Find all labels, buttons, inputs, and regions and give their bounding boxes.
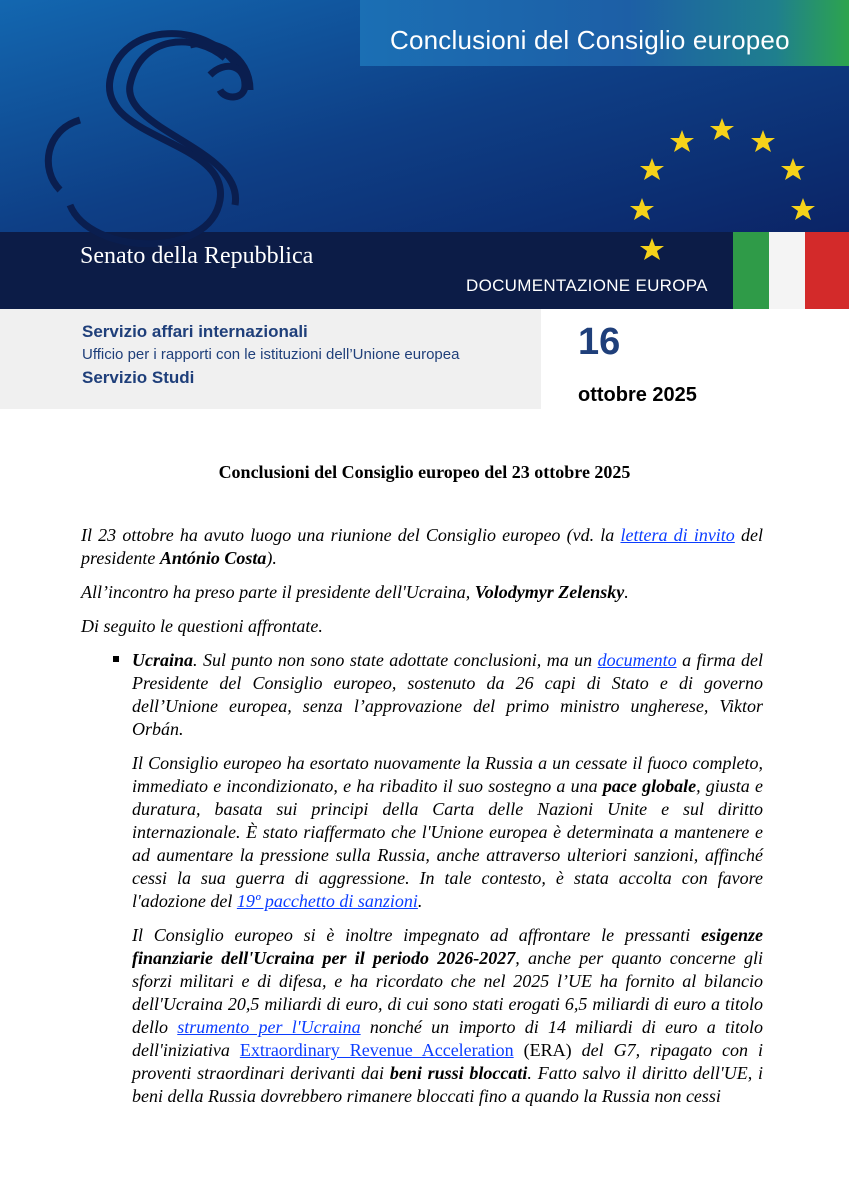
date-month-year: ottobre 2025	[578, 384, 697, 406]
text: del G7, ripagato con i proventi straordinari derivanti dai	[132, 1040, 763, 1083]
bold-text: beni russi bloccati	[389, 1063, 528, 1083]
banner-title: Conclusioni del Consiglio europeo	[390, 25, 790, 55]
text: .	[624, 582, 629, 602]
text: . Fatto salvo il diritto dell'UE, i beni della Russia dovrebbero rimanere bloccati fino a quando la Russia non cessi	[132, 1063, 763, 1106]
paragraph-sanctions	[81, 752, 763, 913]
link-era[interactable]: Extraordinary Revenue Acceleration	[239, 1040, 514, 1060]
bold-text: pace globale	[602, 776, 697, 796]
text: del presidente	[81, 525, 763, 568]
link-strumento-ucraina[interactable]: strumento per l'Ucraina	[177, 1017, 361, 1037]
text: Il Consiglio europeo si è inoltre impegnato ad affrontare le pressanti	[132, 925, 701, 945]
paragraph-financial-needs	[81, 924, 763, 1108]
bold-heading: Ucraina	[132, 650, 194, 670]
text: Il 23 ottobre ha avuto luogo una riunione del Consiglio europeo (vd. la	[81, 525, 621, 545]
text: .	[417, 891, 423, 911]
office-line-3: Servizio Studi	[82, 368, 195, 387]
office-line-2: Ufficio per i rapporti con le istituzioni dell’Unione europea	[82, 346, 460, 363]
text: . Sul punto non sono state adottate conclusioni, ma un	[193, 650, 598, 670]
link-documento[interactable]: documento	[597, 650, 677, 670]
text: , giusta e duratura, basata sui principi della Carta delle Nazioni Unite e sul diritto internazionale. È stato riaffermato che l'Unione europea è determinata a mantenere e ad aumentare la pressione sulla Russia, anche attraverso ulteriori sanzioni, affinché cessi la sua guerra di aggressione. In tale contesto, è stata accolta con favore l'adozione del	[132, 776, 763, 911]
bold-name: António Costa	[159, 548, 267, 568]
institution-name: Senato della Repubblica	[80, 243, 314, 269]
italian-flag	[733, 232, 849, 309]
date-day: 16	[578, 321, 621, 363]
text: Il Consiglio europeo ha esortato nuovamente la Russia a un cessate il fuoco completo, immediato e incondizionato, e ha ribadito il suo sostegno a una	[132, 753, 763, 796]
paragraph-intro	[81, 524, 763, 570]
document-body	[81, 524, 763, 1119]
bold-name: Volodymyr Zelensky	[474, 582, 625, 602]
link-lettera-di-invito[interactable]: lettera di invito	[620, 525, 735, 545]
bullet-square-icon	[113, 656, 119, 662]
text: , anche per quanto concerne gli sforzi militari e di difesa, e ha ricordato che nel 2025 l’UE ha fornito al bilancio dell'Ucraina 20,5 miliardi di euro, di cui sono stati erogati 6,5 miliardi di euro a titolo dello	[132, 948, 764, 1037]
text: ).	[266, 548, 277, 568]
header-banner	[0, 0, 849, 309]
list-item-ucraina	[81, 649, 763, 741]
section-label: DOCUMENTAZIONE EUROPA	[466, 276, 708, 295]
office-line-1: Servizio affari internazionali	[82, 322, 308, 341]
link-pacchetto-sanzioni[interactable]: 19º pacchetto di sanzioni	[236, 891, 418, 911]
document-title: Conclusioni del Consiglio europeo del 23 ottobre 2025	[218, 462, 631, 482]
paragraph-participant	[81, 581, 763, 604]
text: (ERA)	[513, 1040, 572, 1060]
text: nonché un importo di 14 miliardi di euro a titolo dell'iniziativa	[132, 1017, 764, 1060]
paragraph-questions: Di seguito le questioni affrontate.	[81, 616, 323, 636]
bold-text: esigenze finanziarie dell'Ucraina per il periodo 2026-2027	[132, 925, 763, 968]
text: All’incontro ha preso parte il presidente dell'Ucraina,	[81, 582, 475, 602]
text: a firma del Presidente del Consiglio europeo, sostenuto da 26 capi di Stato e di governo dell’Unione europea, senza l’approvazione del primo ministro ungherese, Viktor Orbán.	[132, 650, 763, 739]
